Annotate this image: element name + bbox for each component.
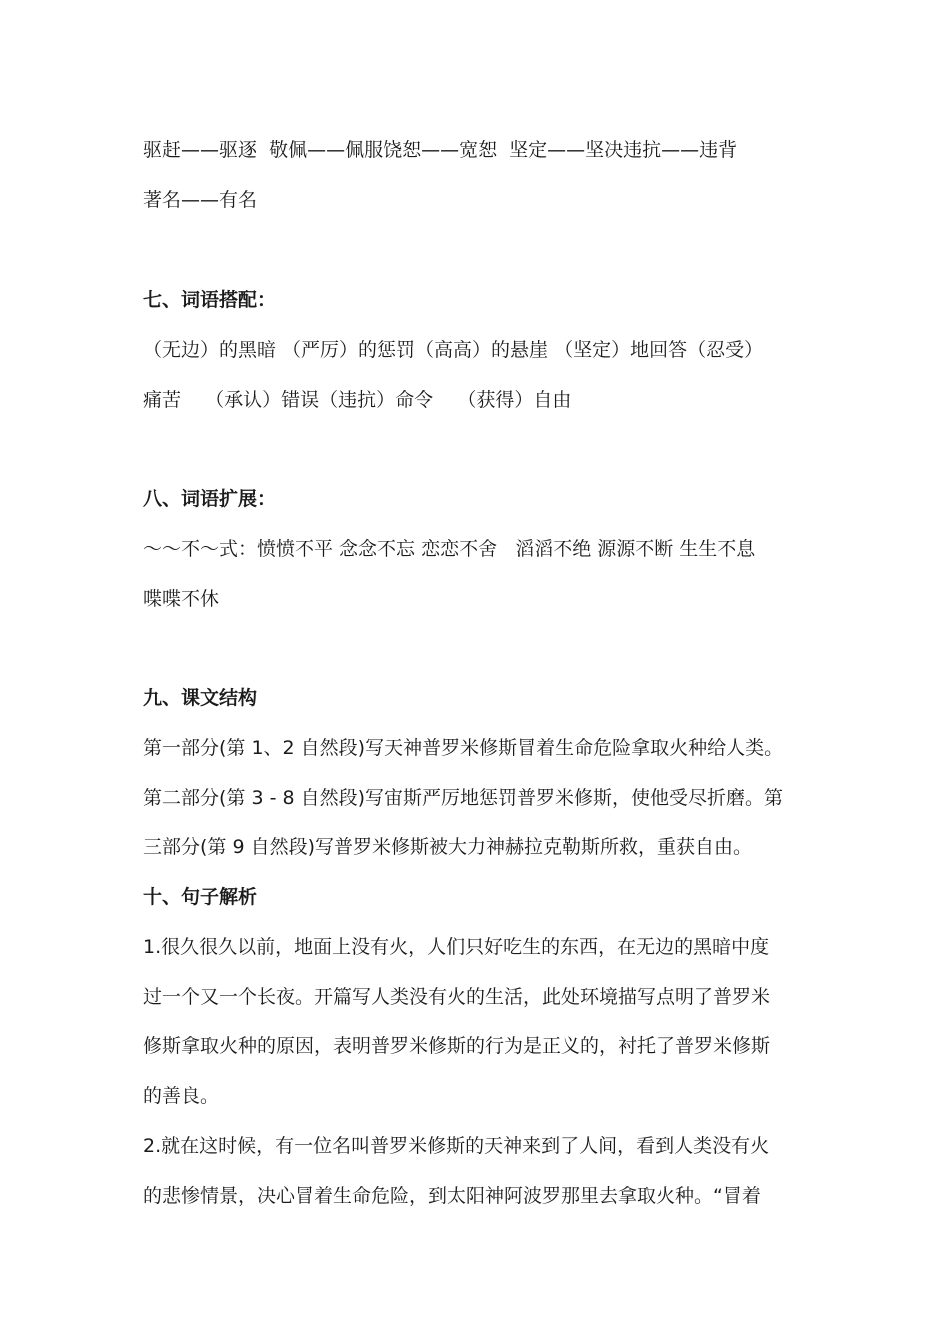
section-9-line-1: 第一部分(第 1、2 自然段)写天神普罗米修斯冒着生命危险拿取火种给人类。 xyxy=(143,737,784,759)
section-8-heading: 八、词语扩展： xyxy=(143,488,277,510)
section-10-p1-line-2: 过一个又一个长夜。开篇写人类没有火的生活，此处环境描写点明了普罗米 xyxy=(143,986,771,1008)
section-7-line-1: （无边）的黑暗 （严厉）的惩罚（高高）的悬崖 （坚定）地回答（忍受） xyxy=(143,339,764,361)
section-10-p1-line-3: 修斯拿取火种的原因，表明普罗米修斯的行为是正义的，衬托了普罗米修斯 xyxy=(143,1035,771,1057)
section-9-line-3: 三部分(第 9 自然段)写普罗米修斯被大力神赫拉克勒斯所救，重获自由。 xyxy=(143,836,752,858)
synonyms-line-2: 著名——有名 xyxy=(143,189,258,211)
section-8-line-1: ～～不～式：愤愤不平 念念不忘 恋恋不舍 滔滔不绝 源源不断 生生不息 xyxy=(143,538,756,560)
section-10-heading: 十、句子解析 xyxy=(143,886,258,908)
section-7-heading: 七、词语搭配： xyxy=(143,289,277,311)
section-7-line-2: 痛苦 （承认）错误（违抗）命令 （获得）自由 xyxy=(143,389,572,411)
section-8-line-2: 喋喋不休 xyxy=(143,588,220,610)
section-10-p2-line-1: 2.就在这时候，有一位名叫普罗米修斯的天神来到了人间，看到人类没有火 xyxy=(143,1135,770,1157)
section-10-p1-line-4: 的善良。 xyxy=(143,1085,220,1107)
section-10-p1-line-1: 1.很久很久以前，地面上没有火，人们只好吃生的东西，在无边的黑暗中度 xyxy=(143,936,770,958)
section-9-line-2: 第二部分(第 3 - 8 自然段)写宙斯严厉地惩罚普罗米修斯，使他受尽折磨。第 xyxy=(143,787,784,809)
section-10-p2-line-2: 的悲惨情景，决心冒着生命危险，到太阳神阿波罗那里去拿取火种。“冒着 xyxy=(143,1185,761,1207)
synonyms-line-1: 驱赶——驱逐 敬佩——佩服饶恕——宽恕 坚定——坚决违抗——违背 xyxy=(143,139,738,161)
section-9-heading: 九、课文结构 xyxy=(143,687,258,709)
